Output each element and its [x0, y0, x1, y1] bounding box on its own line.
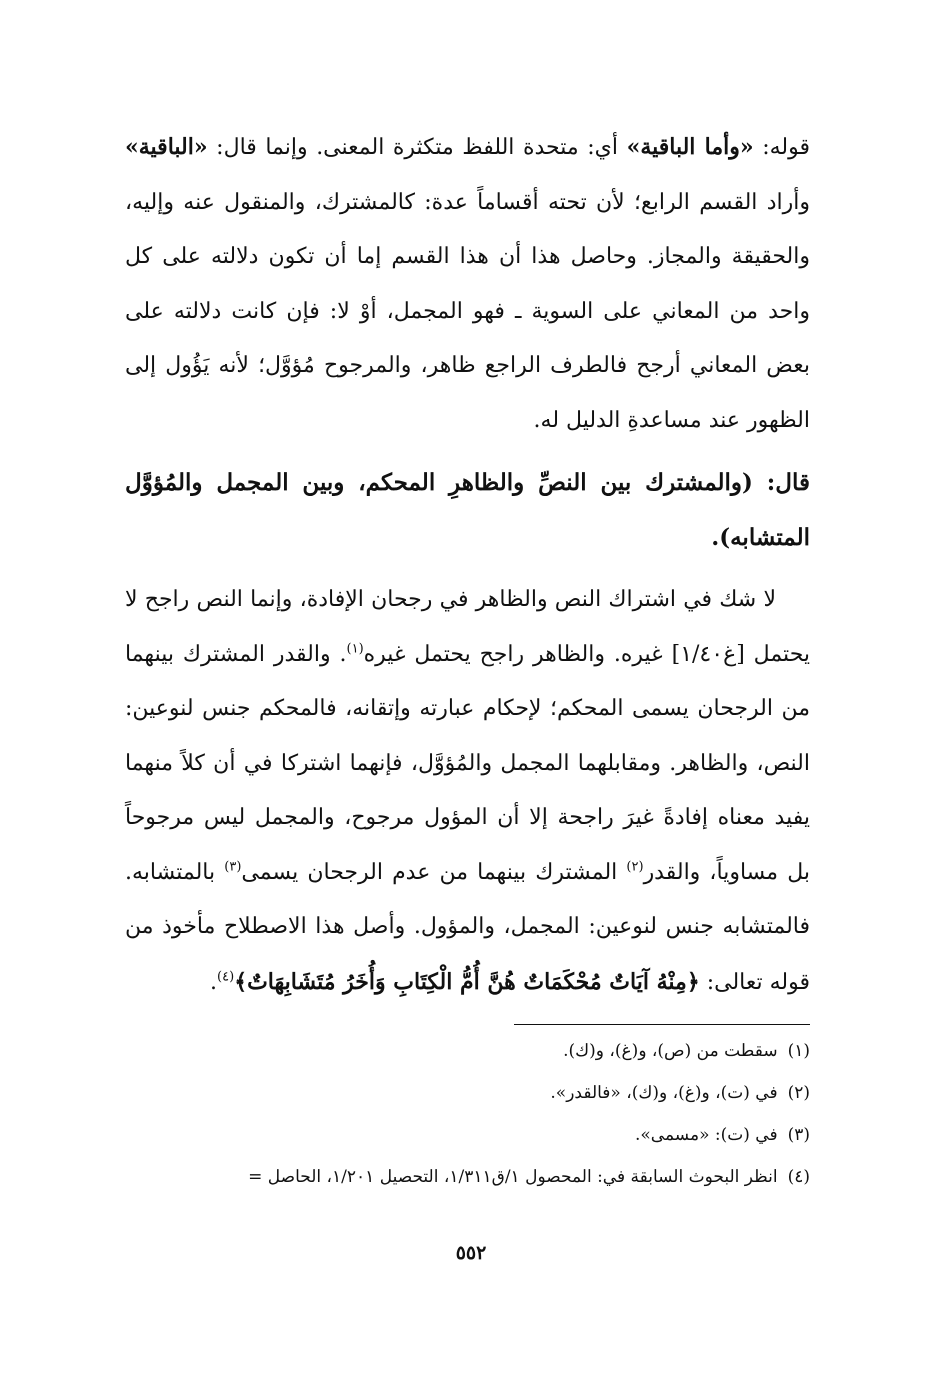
page-number: ٥٥٢	[455, 1242, 487, 1264]
quoted-term: «الباقية»	[125, 134, 208, 160]
footnote-ref-4[interactable]: (٤)	[217, 969, 235, 985]
footnote-3	[125, 1124, 810, 1146]
quran-verse: ﴿مِنْهُ آيَاتٌ مُحْكَمَاتٌ هُنَّ أُمُّ الْكِتَابِ وَأُخَرُ مُتَشَابِهَاتٌ﴾	[234, 968, 700, 995]
paragraph-end: .	[210, 969, 218, 995]
footnote-1	[125, 1040, 810, 1062]
paragraph-lead: قوله:	[762, 135, 810, 160]
matn-text: (والمشترك بين النصِّ والظاهرِ المحكم، وبين المجمل والمُؤوَّل المتشابه).	[125, 469, 810, 551]
paragraph-matn	[125, 456, 810, 565]
footnote-number: (٤)	[787, 1167, 810, 1187]
paragraph-text: وأراد القسم الرابع؛ لأن تحته أقساماً عدة: كالمشترك، والمنقول عنه وإليه، والحقيقة والمجاز. وحاصل هذا أن هذا القسم إما أن تكون دلالته على كل واحد من المعاني على السوية ـ فهو المجمل، أوْ لا: فإن كانت دلالته على بعض المعاني أرجح فالطرف الراجع ظاهر، والمرجوح مُؤوَّل؛ لأنه يَؤُول إلى الظهور عند مساعدةِ الدليل له.	[125, 189, 810, 433]
footnote-text: انظر البحوث السابقة في: المحصول ١/ق١/٣١١، التحصيل ١/٢٠١، الحاصل =	[248, 1167, 778, 1187]
main-text	[125, 120, 810, 1010]
footnote-text: في (ت): «مسمى».	[635, 1125, 778, 1145]
paragraph-commentary	[125, 120, 810, 448]
footnote-number: (١)	[787, 1041, 810, 1061]
paragraph-text: أي: متحدة اللفظ متكثرة المعنى. وإنما قال:	[216, 135, 618, 160]
quoted-term: «وأما الباقية»	[626, 134, 754, 160]
footnote-text: سقطت من (ص)، و(غ)، و(ك).	[563, 1041, 778, 1061]
paragraph-text: المشترك بينهما من عدم الرجحان يسمى	[241, 859, 618, 885]
footnotes	[125, 1040, 810, 1208]
footnote-number: (٢)	[787, 1083, 810, 1103]
footnote-ref-2[interactable]: (٢)	[626, 859, 644, 875]
footnote-2	[125, 1082, 810, 1104]
footnote-ref-1[interactable]: (١)	[346, 641, 364, 657]
paragraph-text: بالمتشابه. فالمتشابه جنس لنوعين: المجمل، والمؤول. وأصل هذا الاصطلاح مأخوذ من قوله تعالى:	[125, 859, 810, 995]
paragraph-explanation	[125, 573, 810, 1010]
footnote-number: (٣)	[787, 1125, 810, 1145]
paragraph-text: لا شك في اشتراك النص والظاهر في رجحان الإفادة، وإنما النص راجح لا يحتمل [غ١/٤٠] غيره. والظاهر راجح يحتمل غيره	[125, 587, 811, 667]
footnote-text: في (ت)، و(غ)، و(ك)، «فالقدر».	[550, 1083, 778, 1103]
paragraph-text: . والقدر المشترك بينهما من الرجحان يسمى المحكم؛ لإحكام عبارته وإتقانه، فالمحكم جنس لنوعين: النص، والظاهر. ومقابلهما المجمل والمُؤوَّل، فإنهما اشتركا في أن كلاً منهما يفيد معناه إفادةً غيرَ راجحة إلا أن المؤول مرجوح، والمجمل ليس مرجوحاً بل مساوياً، والقدر	[125, 641, 810, 885]
footnote-4	[125, 1166, 810, 1188]
footnote-ref-3[interactable]: (٣)	[224, 859, 242, 875]
footnote-separator	[514, 1024, 810, 1025]
paragraph-lead: قال:	[766, 469, 810, 496]
